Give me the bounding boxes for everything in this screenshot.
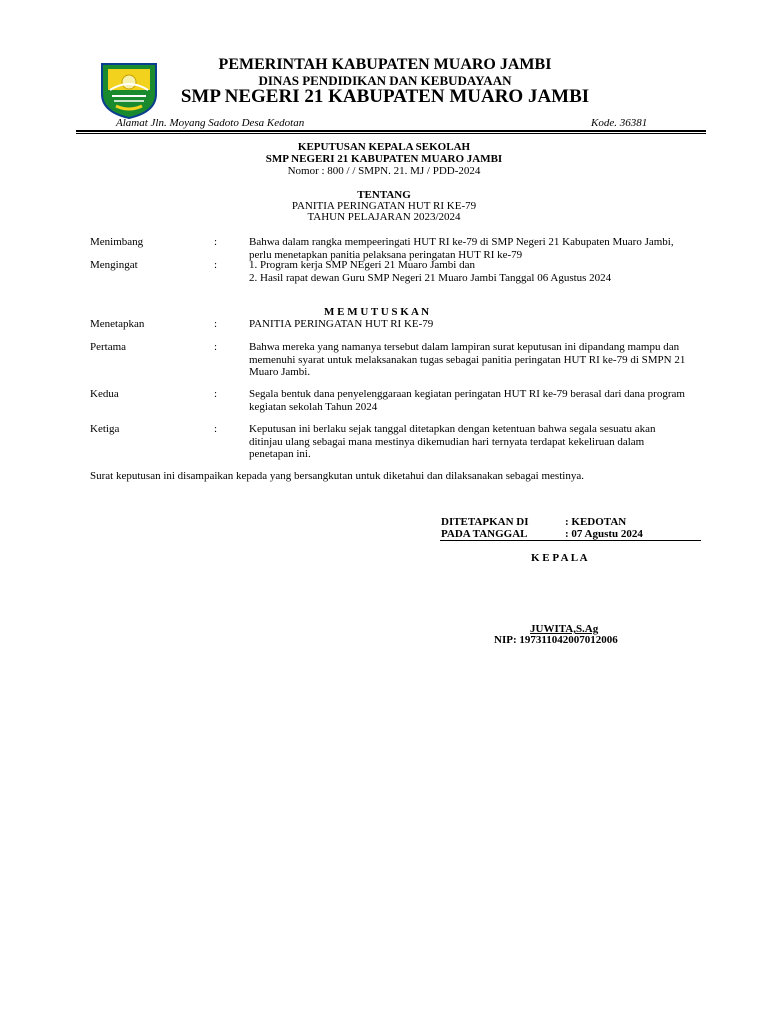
menetapkan-label: Menetapkan bbox=[90, 318, 145, 330]
about-line-1: PANITIA PERINGATAN HUT RI KE-79 bbox=[291, 200, 477, 212]
mengingat-label: Mengingat bbox=[90, 259, 138, 271]
about-line-2: TAHUN PELAJARAN 2023/2024 bbox=[307, 211, 461, 223]
ketiga-text: Keputusan ini berlaku sejak tanggal ditetapkan dengan ketentuan bahwa segala sesuatu akan ditinjau ulang sebagai mana mestinya dikemudian hari ternyata terdapat kekeliruan dalam penetapan ini. bbox=[249, 423, 656, 460]
header-government: PEMERINTAH KABUPATEN MUARO JAMBI bbox=[218, 56, 552, 73]
menimbang-label: Menimbang bbox=[90, 236, 144, 248]
kedua-text: Segala bentuk dana penyelenggaraan kegiatan peringatan HUT RI ke-79 berasal dari dana program kegiatan sekolah Tahun 2024 bbox=[249, 388, 685, 413]
signature-underline bbox=[440, 540, 701, 541]
mengingat-colon: : bbox=[214, 259, 218, 271]
date-value: : 07 Agustu 2024 bbox=[565, 528, 643, 540]
pertama-colon: : bbox=[214, 341, 218, 353]
header-school: SMP NEGERI 21 KABUPATEN MUARO JAMBI bbox=[180, 86, 590, 107]
header-rule-thin bbox=[76, 133, 706, 134]
place-label: DITETAPKAN DI bbox=[441, 516, 529, 528]
decree-number: Nomor : 800 / / SMPN. 21. MJ / PDD-2024 bbox=[287, 165, 481, 177]
ketiga-label: Ketiga bbox=[90, 423, 120, 435]
signer-name: JUWITA,S.Ag bbox=[530, 623, 599, 635]
decision-heading: M E M U T U S K A N bbox=[324, 306, 430, 318]
about-label: TENTANG bbox=[357, 189, 411, 201]
place-value: : KEDOTAN bbox=[565, 516, 627, 528]
pertama-label: Pertama bbox=[90, 341, 127, 353]
header-address: Alamat Jln. Moyang Sadoto Desa Kedotan bbox=[116, 117, 305, 129]
menetapkan-text: PANITIA PERINGATAN HUT RI KE-79 bbox=[249, 318, 434, 330]
kedua-colon: : bbox=[214, 388, 218, 400]
pertama-text: Bahwa mereka yang namanya tersebut dalam lampiran surat keputusan ini dipandang mampu dan memenuhi syarat untuk melaksanakan tugas sebagai panitia peringatan HUT RI ke-79 di SMPN 21 Muaro Jambi. bbox=[249, 341, 686, 378]
date-label: PADA TANGGAL bbox=[441, 528, 528, 540]
mengingat-item-2: 2. Hasil rapat dewan Guru SMP Negeri 21 Muaro Jambi Tanggal 06 Agustus 2024 bbox=[249, 272, 612, 284]
regency-emblem-icon bbox=[96, 60, 162, 120]
decree-title-2: SMP NEGERI 21 KABUPATEN MUARO JAMBI bbox=[265, 153, 503, 165]
menimbang-text: Bahwa dalam rangka mempeeringati HUT RI ke-79 di SMP Negeri 21 Kabupaten Muaro Jambi, perlu menetapkan panitia pelaksana peringatan HUT RI ke-79 bbox=[249, 236, 674, 261]
header-department: DINAS PENDIDIKAN DAN KEBUDAYAAN bbox=[258, 73, 512, 88]
header-rule-thick bbox=[76, 130, 706, 132]
ketiga-colon: : bbox=[214, 423, 218, 435]
menetapkan-colon: : bbox=[214, 318, 218, 330]
menimbang-colon: : bbox=[214, 236, 218, 248]
signer-nip: NIP: 197311042007012006 bbox=[494, 634, 618, 646]
mengingat-item-1: 1. Program kerja SMP NEgeri 21 Muaro Jambi dan bbox=[249, 259, 475, 271]
header-code: Kode. 36381 bbox=[591, 117, 648, 129]
decree-title-1: KEPUTUSAN KEPALA SEKOLAH bbox=[297, 141, 471, 153]
closing-statement: Surat keputusan ini disampaikan kepada yang bersangkutan untuk diketahui dan dilaksanakan sebagai mestinya. bbox=[90, 470, 584, 482]
position-title: K E P A L A bbox=[531, 552, 588, 564]
kedua-label: Kedua bbox=[90, 388, 119, 400]
